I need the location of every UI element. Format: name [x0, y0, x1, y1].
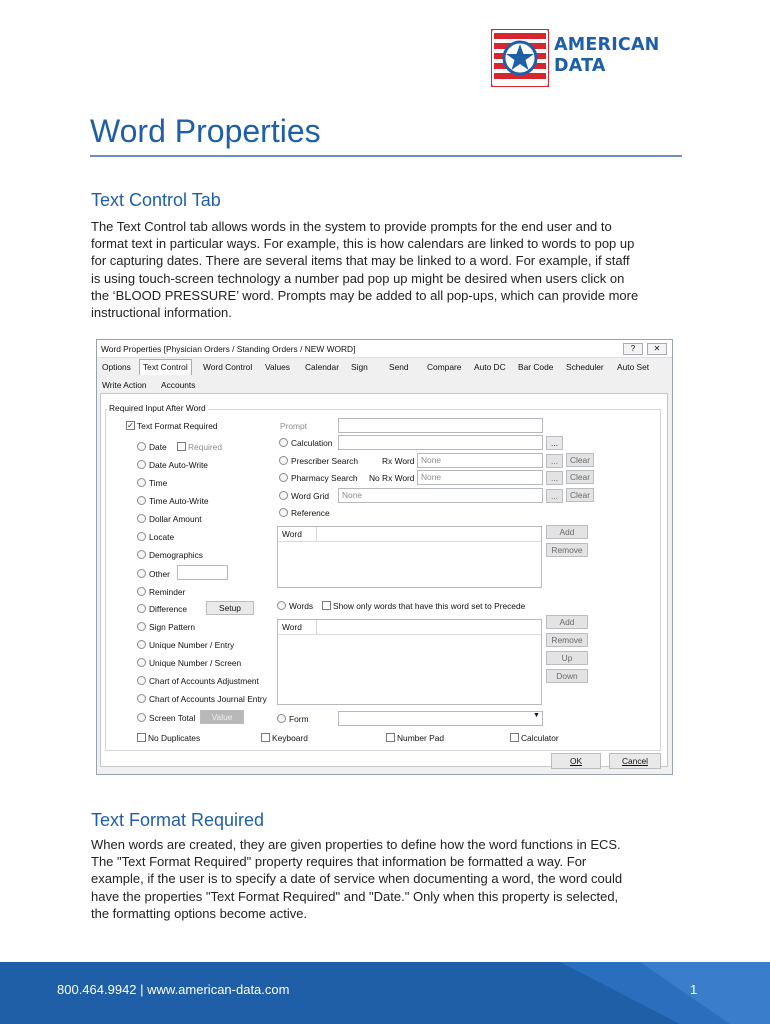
keyboard-checkbox[interactable] — [261, 733, 270, 742]
words-add-button[interactable]: Add — [546, 615, 588, 629]
tab-send[interactable]: Send — [389, 362, 409, 372]
close-button[interactable]: ✕ — [647, 343, 667, 355]
tab-auto-dc[interactable]: Auto DC — [474, 362, 506, 372]
paragraph-line: have the properties "Text Format Required" and "Date." Only when this property is selected, — [91, 888, 619, 904]
date-radio[interactable] — [137, 442, 146, 451]
reference-label: Reference — [291, 508, 330, 518]
date-auto-write-radio[interactable] — [137, 460, 146, 469]
no-rx-word-input[interactable]: None — [417, 470, 543, 485]
chart-of-accounts-journal-entry-radio[interactable] — [137, 694, 146, 703]
section-paragraph-text-format-required — [91, 836, 683, 922]
show-only-precede-label: Show only words that have this word set to Precede — [333, 601, 526, 611]
option-label: Locate — [149, 532, 175, 542]
cancel-button[interactable]: Cancel — [609, 753, 661, 769]
paragraph-line: the formatting options become active. — [91, 905, 308, 921]
rx-word-browse-button[interactable]: ... — [546, 454, 563, 468]
required-label: Required — [188, 442, 222, 452]
word-grid-clear-button[interactable]: Clear — [566, 488, 594, 502]
list-header — [278, 620, 541, 635]
paragraph-line: for capturing dates. There are several items that may be linked to a word. For example, if staff — [91, 253, 630, 269]
option-label: Demographics — [149, 550, 203, 560]
locate-radio[interactable] — [137, 532, 146, 541]
word-grid-input[interactable]: None — [338, 488, 543, 503]
difference-radio[interactable] — [137, 604, 146, 613]
reminder-radio[interactable] — [137, 587, 146, 596]
tab-word-control[interactable]: Word Control — [203, 362, 253, 372]
tab-text-control[interactable]: Text Control — [139, 359, 192, 375]
chart-of-accounts-adjustment-radio[interactable] — [137, 676, 146, 685]
value-button[interactable]: Value — [200, 710, 244, 724]
section-heading-text-format-required: Text Format Required — [91, 810, 265, 830]
no-duplicates-checkbox[interactable] — [137, 733, 146, 742]
tab-bar-code[interactable]: Bar Code — [518, 362, 554, 372]
demographics-radio[interactable] — [137, 550, 146, 559]
reference-add-button[interactable]: Add — [546, 525, 588, 539]
text-format-required-label: Text Format Required — [137, 421, 218, 431]
unique-number-entry-radio[interactable] — [137, 640, 146, 649]
dialog-title: Word Properties [Physician Orders / Standing Orders / NEW WORD] — [101, 344, 356, 354]
tab-scheduler[interactable]: Scheduler — [566, 362, 604, 372]
show-only-precede-checkbox[interactable] — [322, 601, 331, 610]
option-label: Time Auto-Write — [149, 496, 209, 506]
section-heading-text-control-tab: Text Control Tab — [91, 190, 221, 210]
column-divider — [316, 620, 317, 634]
sign-pattern-radio[interactable] — [137, 622, 146, 631]
page-number: 1 — [690, 982, 698, 997]
section-paragraph-text-control-tab — [91, 218, 683, 321]
option-label: Screen Total — [149, 713, 196, 723]
screen-total-radio[interactable] — [137, 713, 146, 722]
tab-calendar[interactable]: Calendar — [305, 362, 339, 372]
form-radio[interactable] — [277, 714, 286, 723]
option-label: Other — [149, 569, 170, 579]
title-divider — [90, 155, 682, 157]
number-pad-label: Number Pad — [397, 733, 445, 743]
tab-options[interactable]: Options — [102, 362, 131, 372]
words-up-button[interactable]: Up — [546, 651, 588, 665]
pharmacy-search-label: Pharmacy Search — [291, 473, 358, 483]
logo-line-2: DATA — [554, 56, 606, 76]
reference-radio[interactable] — [279, 508, 288, 517]
other-input[interactable] — [177, 565, 228, 580]
paragraph-line: The "Text Format Required" property requires that information be formatted a way. For — [91, 854, 587, 870]
option-label: Unique Number / Entry — [149, 640, 235, 650]
calculation-browse-button[interactable]: ... — [546, 436, 563, 450]
prompt-label: Prompt — [280, 421, 307, 431]
option-label: Reminder — [149, 587, 186, 597]
reference-word-list[interactable] — [277, 526, 542, 588]
paragraph-line: is using touch-screen technology a number pad pop up might be desired when users click on — [91, 270, 625, 286]
date-label: Date — [149, 442, 167, 452]
logo-line-1: AMERICAN — [554, 35, 660, 55]
paragraph-line: instructional information. — [91, 305, 232, 321]
logo-wordmark — [554, 35, 660, 77]
prescriber-search-label: Prescriber Search — [291, 456, 359, 466]
time-radio[interactable] — [137, 478, 146, 487]
word-column-header: Word — [282, 529, 302, 539]
column-divider — [316, 527, 317, 541]
rx-word-input[interactable]: None — [417, 453, 543, 468]
prescriber-search-radio[interactable] — [279, 456, 288, 465]
prompt-input[interactable] — [338, 418, 543, 433]
paragraph-line: The Text Control tab allows words in the system to provide prompts for the end user and to — [91, 219, 612, 234]
calculator-checkbox[interactable] — [510, 733, 519, 742]
option-label: Date Auto-Write — [149, 460, 208, 470]
words-down-button[interactable]: Down — [546, 669, 588, 683]
form-label: Form — [289, 714, 309, 724]
words-radio[interactable] — [277, 601, 286, 610]
number-pad-checkbox[interactable] — [386, 733, 395, 742]
no-rx-word-browse-button[interactable]: ... — [546, 471, 563, 485]
dialog-titlebar — [97, 340, 672, 358]
text-format-required-checkbox[interactable]: ✓ — [127, 421, 134, 430]
group-label: Required Input After Word — [109, 403, 206, 413]
option-label: Chart of Accounts Adjustment — [149, 676, 259, 686]
calculation-label: Calculation — [291, 438, 333, 448]
word-grid-radio[interactable] — [279, 491, 288, 500]
ok-button[interactable]: OK — [551, 753, 601, 769]
dollar-amount-radio[interactable] — [137, 514, 146, 523]
option-label: Time — [149, 478, 168, 488]
paragraph-line: When words are created, they are given properties to define how the word functions in ECS. — [91, 837, 621, 852]
calculator-label: Calculator — [521, 733, 559, 743]
calculation-radio[interactable] — [279, 438, 288, 447]
required-checkbox[interactable] — [177, 442, 186, 451]
option-label: Unique Number / Screen — [149, 658, 242, 668]
tab-write-action[interactable]: Write Action — [102, 380, 147, 390]
no-rx-word-label: No Rx Word — [369, 473, 415, 483]
option-label: Difference — [149, 604, 188, 614]
unique-number-screen-radio[interactable] — [137, 658, 146, 667]
paragraph-line: format text in particular ways. For example, this is how calendars are linked to words to pop up — [91, 236, 635, 252]
word-grid-label: Word Grid — [291, 491, 330, 501]
option-label: Dollar Amount — [149, 514, 202, 524]
rx-word-clear-button[interactable]: Clear — [566, 453, 594, 467]
rx-word-label: Rx Word — [382, 456, 415, 466]
no-duplicates-label: No Duplicates — [148, 733, 201, 743]
tab-sign[interactable]: Sign — [351, 362, 368, 372]
keyboard-label: Keyboard — [272, 733, 308, 743]
footer-contact: 800.464.9942 | www.american-data.com — [57, 982, 290, 997]
word-column-header: Word — [282, 622, 302, 632]
setup-button[interactable]: Setup — [206, 601, 254, 615]
words-remove-button[interactable]: Remove — [546, 633, 588, 647]
paragraph-line: example, if the user is to specify a date of service when documenting a word, the word could — [91, 871, 623, 887]
form-select[interactable] — [338, 711, 543, 726]
flag-star-icon — [491, 29, 549, 87]
chevron-down-icon: ▼ — [533, 712, 540, 719]
paragraph-line: the ‘BLOOD PRESSURE’ word. Prompts may be added to all pop-ups, which can provide more — [91, 287, 639, 303]
list-header — [278, 527, 541, 542]
page-title: Word Properties — [90, 113, 321, 149]
time-auto-write-radio[interactable] — [137, 496, 146, 505]
pharmacy-search-radio[interactable] — [279, 473, 288, 482]
tab-compare[interactable]: Compare — [427, 362, 462, 372]
word-grid-browse-button[interactable]: ... — [546, 489, 563, 503]
no-rx-word-clear-button[interactable]: Clear — [566, 470, 594, 484]
tab-values[interactable]: Values — [265, 362, 290, 372]
words-label: Words — [289, 601, 314, 611]
tab-accounts[interactable]: Accounts — [161, 380, 196, 390]
american-data-logo — [491, 29, 681, 89]
other-radio[interactable] — [137, 569, 146, 578]
tab-auto-set[interactable]: Auto Set — [617, 362, 650, 372]
calculation-input[interactable] — [338, 435, 543, 450]
words-list[interactable] — [277, 619, 542, 705]
option-label: Sign Pattern — [149, 622, 196, 632]
option-label: Chart of Accounts Journal Entry — [149, 694, 267, 704]
reference-remove-button[interactable]: Remove — [546, 543, 588, 557]
help-button[interactable]: ? — [623, 343, 643, 355]
word-properties-dialog — [96, 339, 673, 775]
